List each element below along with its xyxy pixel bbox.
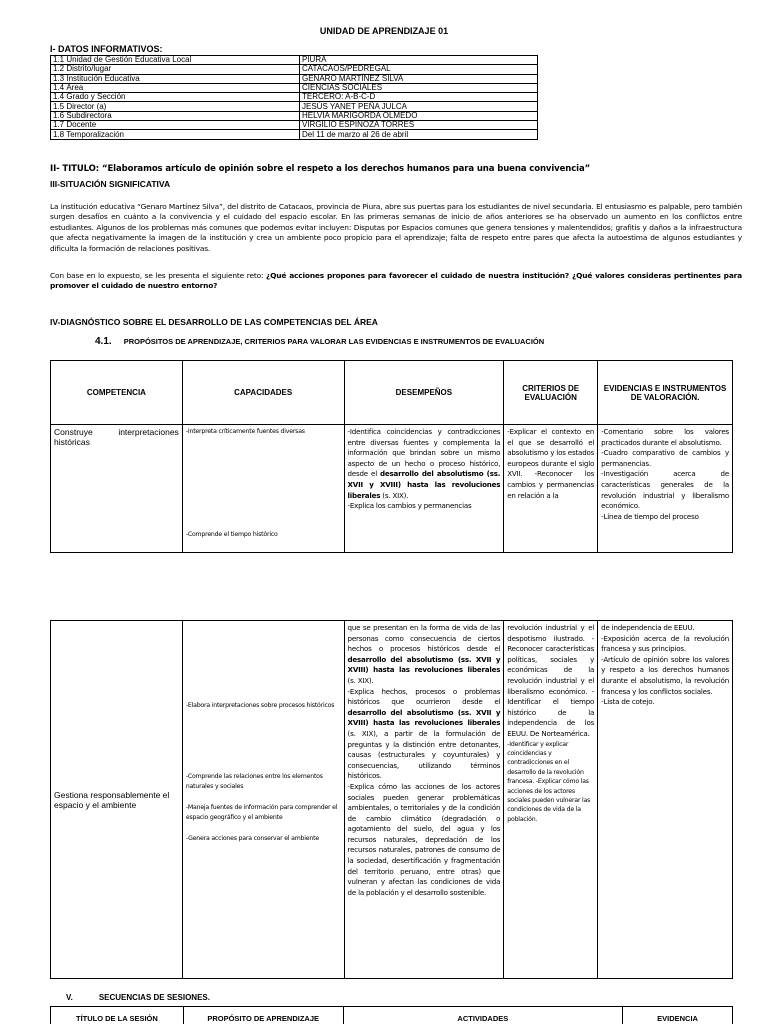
info-label-cell: 1.7 Docente — [51, 121, 300, 130]
capacidades-cell — [182, 425, 344, 553]
criterios-text: -Identificar y explicar coincidencias y contradicciones en el desarrollo de la revolución francesa. -Explicar cómo las acciones de los actores sociales pueden vulnerar las condiciones de vida de la población. — [507, 740, 591, 823]
capacidad-item: -Comprende el tiempo histórico — [185, 531, 278, 539]
table-row — [51, 74, 538, 83]
info-value-cell: GENARO MARTÍNEZ SILVA — [300, 74, 538, 83]
desempeno-text — [348, 623, 501, 898]
competencia-text: Construye interpretaciones históricas — [54, 427, 179, 447]
criterios-text: -Explicar el contexto en el que se desarrolló el absolutismo y los estados europeos durante el siglo XVII. -Reconocer los cambios y permanencias en relación a la — [507, 427, 595, 500]
desempeno-bold: desarrollo del absolutismo (ss. XVII y XVIII) hasta las revoluciones liberales — [347, 469, 501, 500]
table-row — [51, 425, 733, 553]
capacidad-item: -Genera acciones para conservar el ambiente — [185, 835, 319, 843]
desempeno-part: -Explica cómo las acciones de los actores sociales pueden generar problemáticas ambientales, o territoriales y de la condición de cambio climático (degradación o agotamiento del suelo, del agua y los recursos naturales, depredación de los recursos naturales, patrones de consumo de la sociedad, desertificación y fragmentación del territorio peruano, entre otras) que vulneran y afectan las condiciones de vida de la población y el desarrollo sostenible. — [347, 781, 501, 897]
table-row — [51, 56, 538, 65]
table-header-row — [51, 361, 733, 425]
reto-question: ¿Qué acciones propones para favorecer el cuidado de nuestra institución? ¿Qué valores consideras pertinentes para promover el cuidado de nuestro entorno? — [50, 271, 742, 291]
document-title: UNIDAD DE APRENDIZAJE 01 — [319, 26, 449, 36]
sesiones-header-cell: PROPÓSITO DE APRENDIZAJE — [183, 1007, 343, 1024]
table-row — [51, 65, 538, 74]
info-value-cell: CIENCIAS SOCIALES — [300, 83, 538, 92]
desempeno-part: -Explica hechos, procesos o problemas históricos que ocurrieron desde el — [347, 686, 501, 707]
capacidad-item: -Maneja fuentes de información para comprender el espacio geográfico y el ambiente — [185, 804, 338, 821]
desempeno-part: (s. XIX). — [380, 490, 409, 500]
capacidad-item: -Interpreta críticamente fuentes diversas — [185, 428, 305, 435]
table-row — [51, 93, 538, 102]
evidencias-cell — [598, 425, 733, 553]
table-row — [51, 111, 538, 120]
sesiones-table — [50, 1006, 733, 1024]
info-value-cell: TERCERO: A-B-C-D — [300, 93, 538, 102]
table-row — [51, 621, 733, 979]
info-value-cell: PIURA — [300, 56, 538, 65]
evidencia-item: -Exposición acerca de la revolución francesa y sus principios. — [601, 633, 729, 654]
info-label-cell: 1.2 Distrito/lugar — [51, 65, 300, 74]
desempeno-part: que se presentan en la forma de vida de las personas como consecuencia de ciertos hechos o procesos históricos desde el — [347, 623, 501, 654]
header-desempenos: DESEMPEÑOS — [344, 361, 504, 425]
datos-informativos-table — [50, 55, 538, 140]
sesiones-header-cell: TÍTULO DE LA SESIÓN — [51, 1007, 184, 1024]
section-diagnostico-title: IV-DIAGNÓSTICO SOBRE EL DESARROLLO DE LAS COMPETENCIAS DEL ÁREA — [50, 317, 378, 327]
section-text: SECUENCIAS DE SESIONES. — [98, 993, 210, 1002]
capacidad-item: -Comprende las relaciones entre los elementos naturales y sociales — [185, 773, 323, 790]
desempeno-part: (s. XIX). — [347, 675, 374, 685]
header-competencia: COMPETENCIA — [51, 361, 183, 425]
section-situacion-title: III-SITUACIÓN SIGNIFICATIVA — [50, 179, 171, 189]
subsection-text: PROPÓSITOS DE APRENDIZAJE, CRITERIOS PARA VALORAR LAS EVIDENCIAS E INSTRUMENTOS DE EVALUACIÓN — [123, 337, 545, 346]
info-label-cell: 1.4 Área — [51, 83, 300, 92]
evidencia-item: -Artículo de opinión sobre los valores y respeto a los derechos humanos durante el absolutismo, la revolución francesa y los conflictos sociales. — [601, 654, 729, 696]
desempeno-bold: desarrollo del absolutismo (ss. XVII y XVIII) hasta las revoluciones liberales — [347, 707, 501, 728]
header-evidencias: EVIDENCIAS E INSTRUMENTOS DE VALORACIÓN. — [598, 361, 733, 425]
competencia-text: Gestiona responsablemente el espacio y el ambiente — [54, 789, 170, 810]
capacidades-cell — [182, 621, 344, 979]
criterios-cell — [504, 621, 598, 979]
info-value-cell: Del 11 de marzo al 26 de abril — [300, 130, 538, 139]
desempenos-cell — [344, 425, 504, 553]
info-label-cell: 1.5 Director (a) — [51, 102, 300, 111]
subsection-number: 4.1. — [95, 336, 112, 347]
evidencia-item: -Cuadro comparativo de cambios y permanencias. — [601, 448, 729, 468]
desempeno-text — [348, 427, 501, 512]
info-value-cell: JESÚS YANET PEÑA JULCA — [300, 102, 538, 111]
reto-paragraph — [50, 271, 742, 292]
table-row — [51, 121, 538, 130]
header-criterios: CRITERIOS DE EVALUACIÓN — [504, 361, 598, 425]
info-label-cell: 1.6 Subdirectora — [51, 111, 300, 120]
sesiones-header-cell: ACTIVIDADES — [343, 1007, 623, 1024]
header-capacidades: CAPACIDADES — [182, 361, 344, 425]
info-label-cell: 1.3 Institución Educativa — [51, 74, 300, 83]
section-titulo: II- TITULO: “Elaboramos artículo de opinión sobre el respeto a los derechos humanos para una buena convivencia” — [50, 164, 591, 174]
sesiones-header-row — [51, 1007, 733, 1024]
sesiones-header-cell: EVIDENCIA — [623, 1007, 733, 1024]
desempeno-part: -Explica los cambios y permanencias — [347, 501, 472, 511]
info-label-cell: 1.8 Temporalización — [51, 130, 300, 139]
evidencia-item: -Investigación acerca de características generales de la revolución industrial y liberalismo económico. — [601, 469, 729, 511]
section-datos-informativos-title: I- DATOS INFORMATIVOS: — [50, 44, 163, 54]
desempeno-part: (s. XIX), a partir de la formulación de preguntas y la distinción entre detonantes, causas (estructurales y coyunturales) y consecuencias, utilizando términos históricos. — [347, 728, 501, 781]
evidencias-list — [601, 623, 729, 708]
info-value-cell: VIRGILIO ESPINOZA TORRES — [300, 121, 538, 130]
reto-intro: Con base en lo expuesto, se les presenta el siguiente reto: — [50, 271, 267, 280]
competencias-table-part2 — [50, 620, 733, 979]
criterios-cell — [504, 425, 598, 553]
table-row — [51, 102, 538, 111]
table-row — [51, 83, 538, 92]
evidencia-item: -Lista de cotejo. — [601, 697, 655, 707]
capacidad-item: -Elabora interpretaciones sobre procesos históricos — [185, 702, 335, 709]
info-value-cell: CATACAOS/PEDREGAL — [300, 65, 538, 74]
evidencia-item: -Comentario sobre los valores practicados durante el absolutismo. — [601, 427, 729, 447]
desempeno-part: -Identifica coincidencias y contradicciones entre diversas fuentes y complementa la información que brindan sobre un mismo aspecto de un hecho o proceso histórico, desde el — [347, 427, 501, 479]
evidencia-item: -Línea de tiempo del proceso — [601, 511, 699, 521]
desempenos-cell — [344, 621, 504, 979]
evidencias-cell — [598, 621, 733, 979]
criterios-text: revolución industrial y el despotismo ilustrado. -Reconocer características políticas, sociales y económicas de la revolución industrial y el liberalismo económico. -Identificar el tiempo histórico de la independencia de los EEUU. De Norteamérica. — [507, 623, 595, 738]
evidencias-list — [601, 427, 729, 522]
situacion-paragraph: La institución educativa “Genaro Martínez Silva”, del distrito de Catacaos, provincia de Piura, abre sus puertas para los estudiantes de nivel secundaria. El entusiasmo es palpable, pero también surgen desafíos en cuánto a la convivencia y el cuidado del espacio escolar. En las primeras semanas de inicio de años anteriores se ha observado un aumento en los conflictos entre estudiantes. Algunos de los problemas más comunes que podemos evitar incluyen: Disputas por Espacios comunes que genera tensiones y malentendidos; grafitis y daños a la infraestructura que afecta negativamente la imagen de la institución y crea un ambiente poco propicio para el aprendizaje; falta de respeto entre pares que afecta la autoestima de algunos estudiantes y dificulta la formación de relaciones positivas. — [50, 202, 742, 253]
section-secuencias-title — [66, 993, 210, 1002]
competencias-table-part1 — [50, 360, 733, 553]
info-value-cell: HELVIA MARIGORDA OLMEDO — [300, 111, 538, 120]
competencia-cell — [51, 621, 183, 979]
info-label-cell: 1.1 Unidad de Gestión Educativa Local — [51, 56, 300, 65]
evidencia-item: de independencia de EEUU. — [601, 623, 695, 632]
subsection-propositos-title — [95, 336, 544, 347]
table-row — [51, 130, 538, 139]
desempeno-bold: desarrollo del absolutismo (ss. XVII y XVIII) hasta las revoluciones liberales — [347, 654, 501, 675]
section-number: V. — [66, 993, 73, 1002]
info-label-cell: 1.4 Grado y Sección — [51, 93, 300, 102]
competencia-cell — [51, 425, 183, 553]
